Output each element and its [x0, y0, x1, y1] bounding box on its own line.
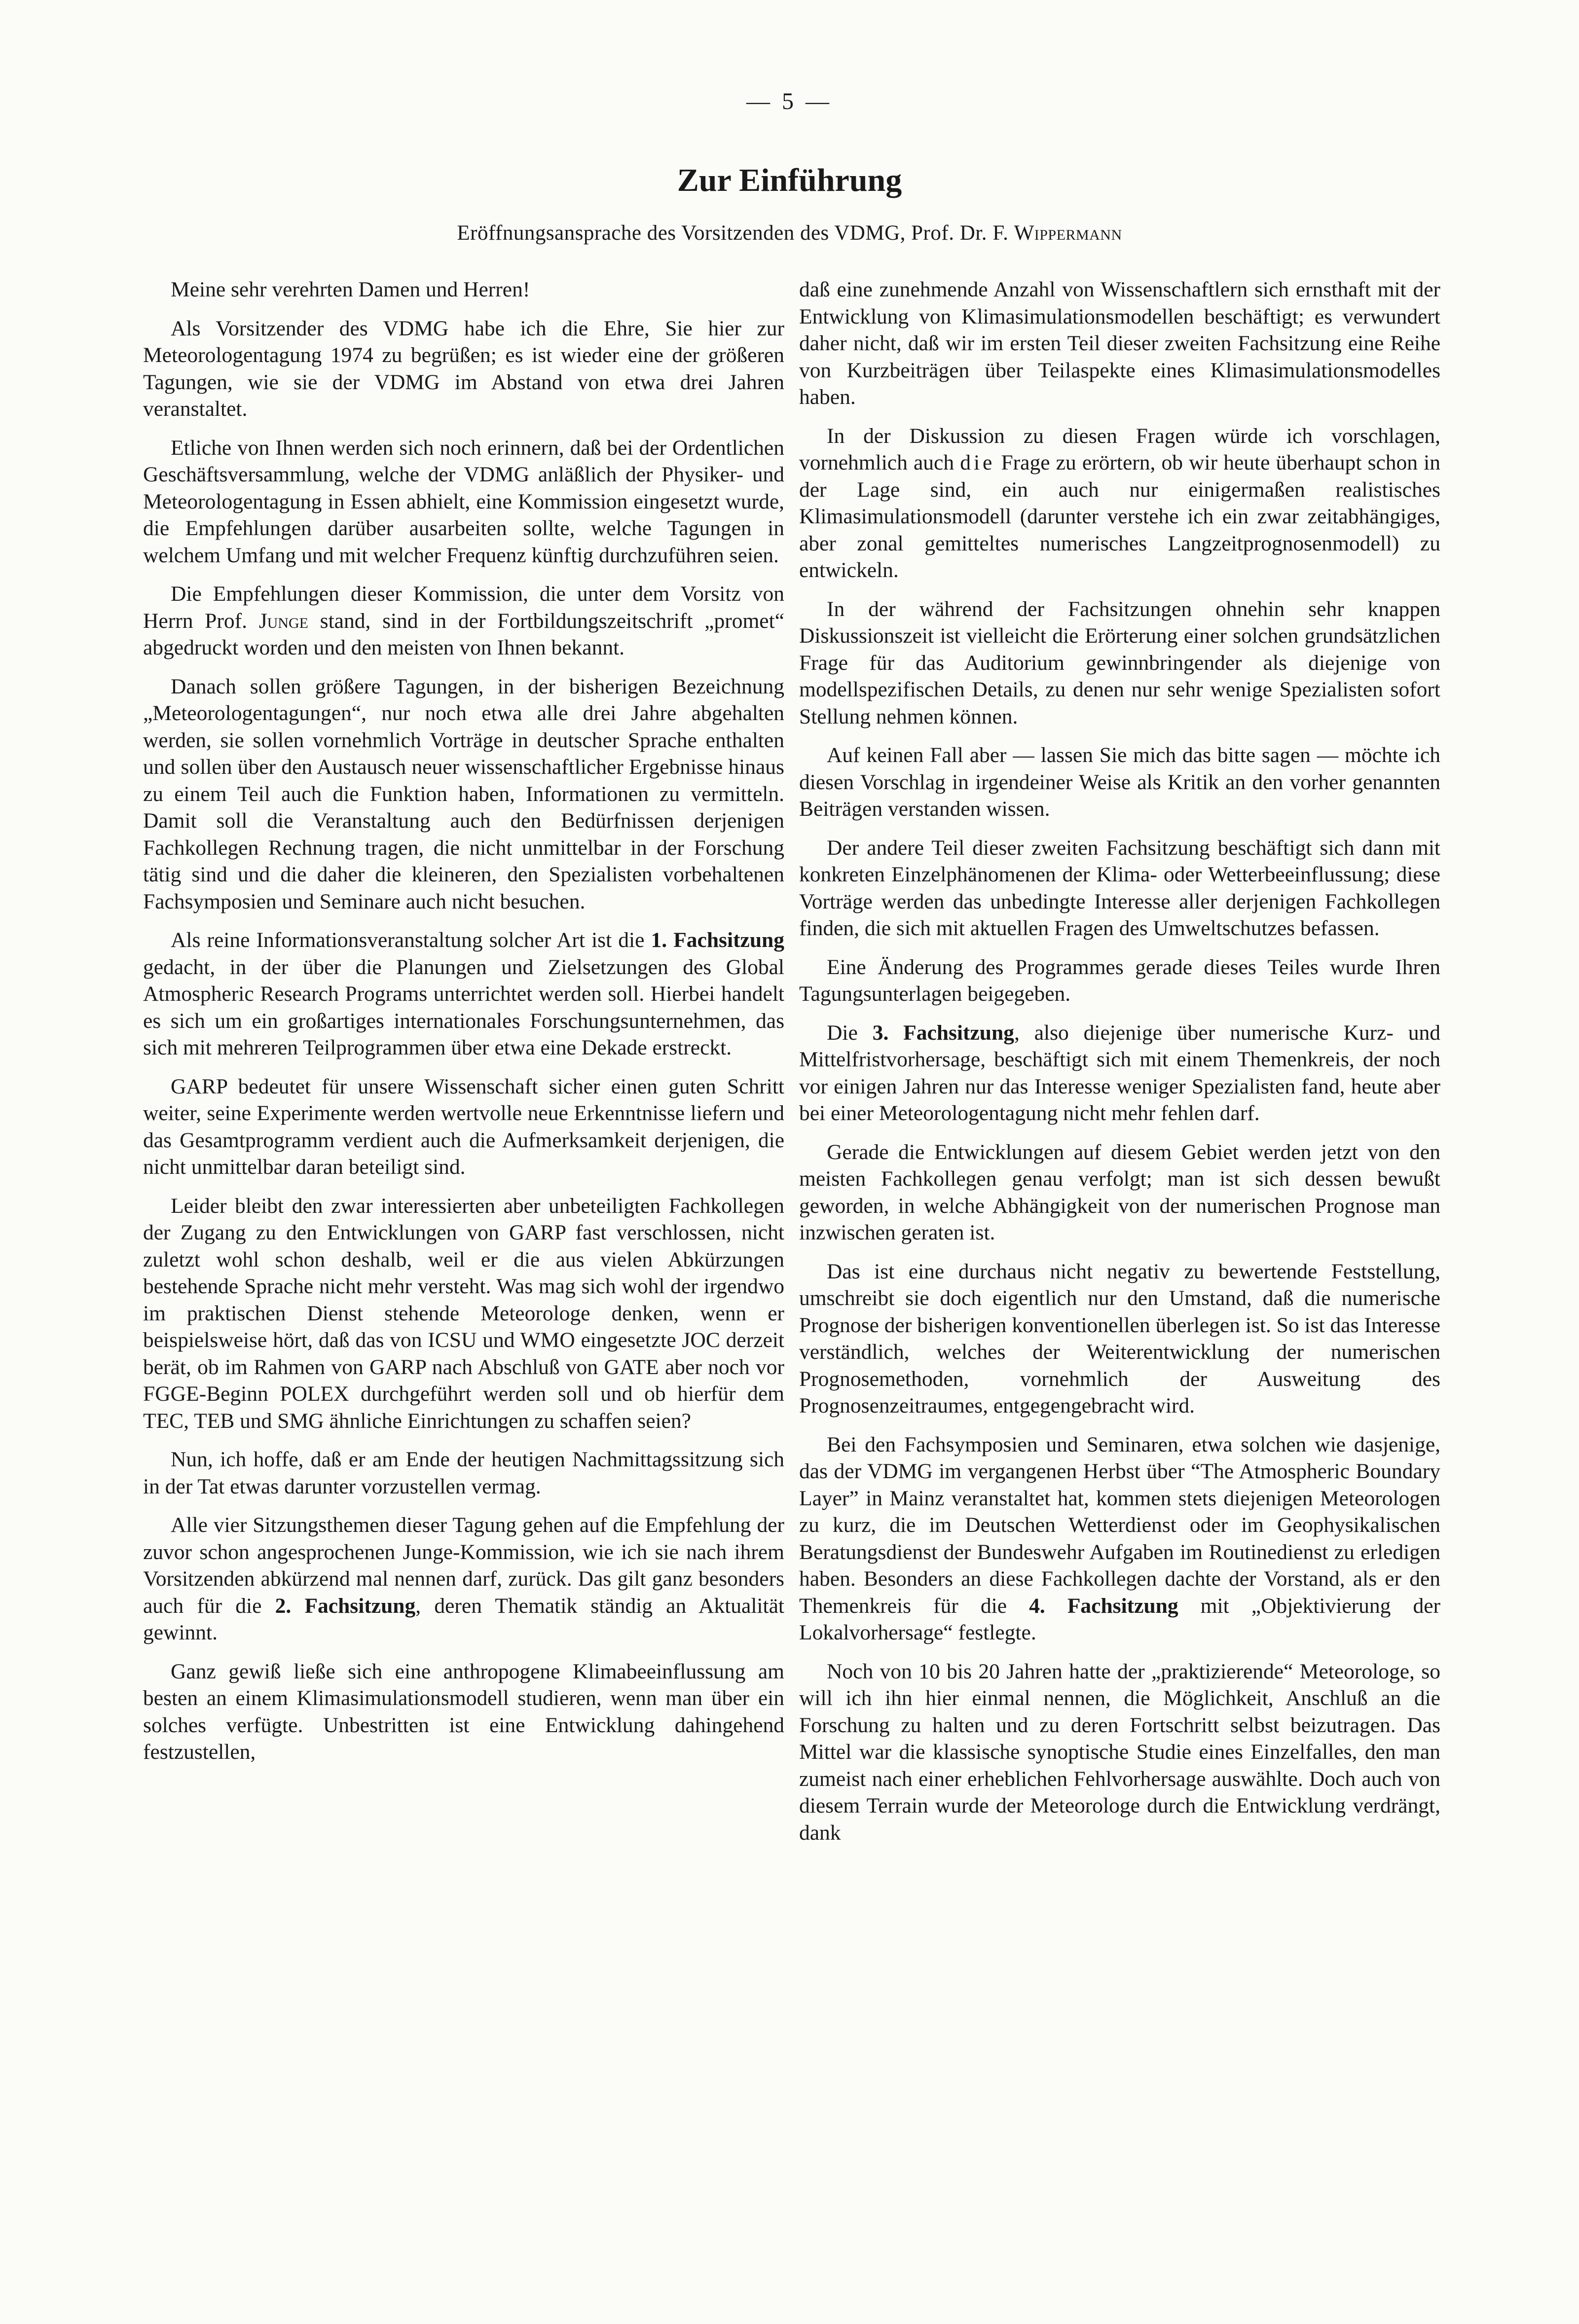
paragraph: Als Vorsitzender des VDMG habe ich die Ehre, Sie hier zur Meteorologentagung 1974 zu begrüßen; es ist wieder eine der größeren Tagungen, wie sie der VDMG im Abstand von etwa drei Jahren veranstaltet. [143, 316, 784, 421]
page-number: — 5 — [746, 88, 832, 114]
paragraph: Das ist eine durchaus nicht negativ zu bewertende Feststellung, umschreibt sie doch eigentlich nur den Umstand, daß die numerische Prognose der bisherigen konventionellen überlegen ist. So ist das Interesse verständlich, welches der Weiterentwicklung der numerischen Prognosemethoden, vornehmlich der Ausweitung des Prognosenzeitraumes, entgegengebracht wird. [799, 1259, 1440, 1417]
session-label: 3. Fachsitzung [872, 1020, 1014, 1045]
session-label: 1. Fachsitzung [651, 928, 784, 952]
paragraph: Leider bleibt den zwar interessierten aber unbeteiligten Fachkollegen der Zugang zu den Entwicklungen von GARP fast verschlossen, nicht zuletzt wohl schon deshalb, weil er die aus vielen Abkürzungen bestehende Sprache nicht mehr versteht. Was mag sich wohl der irgendwo im praktischen Dienst stehende Meteorologe denken, wenn er beispielsweise hört, daß das von ICSU und WMO eingesetzte JOC derzeit berät, ob im Rahmen von GARP nach Abschluß von GATE aber noch vor FGGE-Beginn POLEX durchgeführt werden soll und ob hierfür dem TEC, TEB und SMG ähnliche Einrichtungen zu schaffen seien? [143, 1194, 784, 1433]
paragraph [143, 581, 784, 661]
person-name: Junge [258, 609, 308, 633]
text-run: Die [827, 1020, 873, 1045]
paragraph [799, 423, 1440, 584]
paragraph: Danach sollen größere Tagungen, in der bisherigen Bezeichnung „Meteorologentagungen“, nur noch etwa alle drei Jahre abgehalten werden, sie sollen vornehmlich Vorträge in deutscher Sprache enthalten und sollen über den Austausch neuer wissenschaftlicher Ergebnisse hinaus zu einem Teil auch die Funktion haben, Informationen zu vermitteln. Damit soll die Veranstaltung auch den Bedürfnissen derjenigen Fachkollegen Rechnung tragen, die nicht unmittelbar in der Forschung tätig sind und die daher die kleineren, den Spezialisten vorbehaltenen Fachsymposien und Seminare auch nicht besuchen. [143, 674, 784, 913]
text-run: stand, sind in der Fortbildungszeitschrift „promet“ abgedruckt worden und den meisten von Ihnen bekannt. [143, 609, 784, 659]
paragraph: Auf keinen Fall aber — lassen Sie mich das bitte sagen — möchte ich diesen Vorschlag in irgendeiner Weise als Kritik an den vorher genannten Beiträgen verstanden wissen. [799, 743, 1440, 821]
left-column [143, 276, 784, 2249]
paragraph [799, 1019, 1440, 1127]
text-run: gedacht, in der über die Planungen und Zielsetzungen des Global Atmospheric Research Programs unterrichtet werden soll. Hierbei handelt es sich um ein großartiges internationales Forschungsunternehmen, das sich mit mehreren Teilprogrammen über etwa eine Dekade erstreckt. [143, 955, 784, 1059]
session-label: 2. Fachsitzung [275, 1594, 416, 1618]
text-run: In der Diskussion zu diesen Fragen würde ich vorschlagen, vornehmlich auch [799, 424, 1440, 474]
text-run: mit „Objektivierung der Lokalvorhersage“ festlegte. [799, 1594, 1440, 1644]
paragraph: daß eine zunehmende Anzahl von Wissenschaftlern sich ernsthaft mit der Entwicklung von Klimasimulationsmodellen beschäftigt; es verwundert daher nicht, daß wir im ersten Teil dieser zweiten Fachsitzung eine Reihe von Kurzbeiträgen über Teilaspekte eines Klimasimulationsmodelles haben. [799, 278, 1440, 409]
paragraph [799, 1431, 1440, 1646]
paragraph: Eine Änderung des Programmes gerade dieses Teiles wurde Ihren Tagungsunterlagen beigegeben. [799, 955, 1440, 1006]
text-run: Frage zu erörtern, ob wir heute überhaupt schon in der Lage sind, ein auch nur einigermaßen realistisches Klimasimulationsmodell (darunter verstehe ich ein zwar zeitabhängiges, aber zonal gemitteltes numerisches Langzeitprognosenmodell) zu entwickeln. [799, 451, 1440, 582]
page-title: Zur Einführung [677, 162, 902, 198]
text-run: , deren Thematik ständig an Aktualität gewinnt. [143, 1594, 784, 1644]
text-run: Die Empfehlungen dieser Kommission, die unter dem Vorsitz von Herrn Prof. [143, 582, 784, 633]
subtitle-text: Eröffnungsansprache des Vorsitzenden des VDMG, Prof. Dr. F. [457, 221, 1014, 245]
right-column [799, 276, 1440, 2249]
paragraph: GARP bedeutet für unsere Wissenschaft sicher einen guten Schritt weiter, seine Experimente werden wertvolle neue Erkenntnisse liefern und das Gesamtprogramm verdient auch die Aufmerksamkeit derjenigen, die nicht unmittelbar daran beteiligt sind. [143, 1074, 784, 1179]
text-run: , also diejenige über numerische Kurz- und Mittelfristvorhersage, beschäftigt sich mit einem Themenkreis, der noch vor einigen Jahren nur das Interesse weniger Spezialisten fand, heute aber bei einer Meteorologentagung nicht mehr fehlen darf. [799, 1020, 1440, 1125]
paragraph [143, 1512, 784, 1646]
text-run: Alle vier Sitzungsthemen dieser Tagung gehen auf die Empfehlung der zuvor schon angesprochenen Junge-Kommission, wie ich sie nach ihrem Vorsitzenden abkürzend mal nennen darf, zurück. Das gilt ganz besonders auch für die [143, 1513, 784, 1618]
paragraph: Der andere Teil dieser zweiten Fachsitzung beschäftigt sich dann mit konkreten Einzelphänomenen der Klima- oder Wetterbeeinflussung; diese Vorträge werden das unbedingte Interesse aller derjenigen Fachkollegen finden, die sich mit aktuellen Fragen des Umweltschutzes befassen. [799, 835, 1440, 940]
paragraph [143, 927, 784, 1061]
author-name: Wippermann [1014, 221, 1122, 245]
text-run: Als reine Informationsveranstaltung solcher Art ist die [171, 928, 651, 952]
paragraph: Etliche von Ihnen werden sich noch erinnern, daß bei der Ordentlichen Geschäftsversammlung, welche der VDMG anläßlich der Physiker- und Meteorologentagung in Essen abhielt, eine Kommission eingesetzt wurde, die Empfehlungen darüber ausarbeiten sollte, welche Tagungen in welchem Umfang und mit welcher Frequenz künftig durchzuführen seien. [143, 436, 784, 567]
paragraph: Gerade die Entwicklungen auf diesem Gebiet werden jetzt von den meisten Fachkollegen genau verfolgt; man ist sich dessen bewußt geworden, in welche Abhängigkeit von der numerischen Prognose man inzwischen geraten ist. [799, 1140, 1440, 1244]
session-label: 4. Fachsitzung [1029, 1594, 1178, 1618]
paragraph: Noch von 10 bis 20 Jahren hatte der „praktizierende“ Meteorologe, so will ich ihn hier einmal nennen, die Möglichkeit, Anschluß an die Forschung zu halten und zu deren Fortschritt selbst beizutragen. Das Mittel war die klassische synoptische Studie eines Einzelfalles, den man zumeist nach einer erheblichen Fehlvorhersage auswählte. Doch auch von diesem Terrain wurde der Meteorologe durch die Entwicklung verdrängt, dank [799, 1659, 1440, 1845]
paragraph: Ganz gewiß ließe sich eine anthropogene Klimabeeinflussung am besten an einem Klimasimulationsmodell studieren, wenn man über ein solches verfügte. Unbestritten ist eine Entwicklung dahingehend festzustellen, [143, 1659, 784, 1764]
paragraph: Meine sehr verehrten Damen und Herren! [171, 278, 530, 301]
page-subtitle [0, 221, 1579, 245]
paragraph: Nun, ich hoffe, daß er am Ende der heutigen Nachmittagssitzung sich in der Tat etwas darunter vorzustellen vermag. [143, 1448, 784, 1498]
emphasis: die [960, 451, 995, 474]
paragraph: In der während der Fachsitzungen ohnehin sehr knappen Diskussionszeit ist vielleicht die Erörterung einer solchen grundsätzlichen Frage für das Auditorium gewinnbringender als diejenige von modellspezifischen Details, zu denen nur sehr wenige Spezialisten sofort Stellung nehmen können. [799, 597, 1440, 728]
text-run: Bei den Fachsymposien und Seminaren, etwa solchen wie dasjenige, das der VDMG im vergangenen Herbst über “The Atmospheric Boundary Layer” in Mainz veranstaltet hat, kommen stets diejenigen Meteorologen zu kurz, die im Deutschen Wetterdienst oder im Geophysikalischen Beratungsdienst der Bundeswehr Aufgaben im Routinedienst zu erledigen haben. Besonders an diese Fachkollegen dachte der Vorstand, als er den Themenkreis für die [799, 1432, 1440, 1618]
